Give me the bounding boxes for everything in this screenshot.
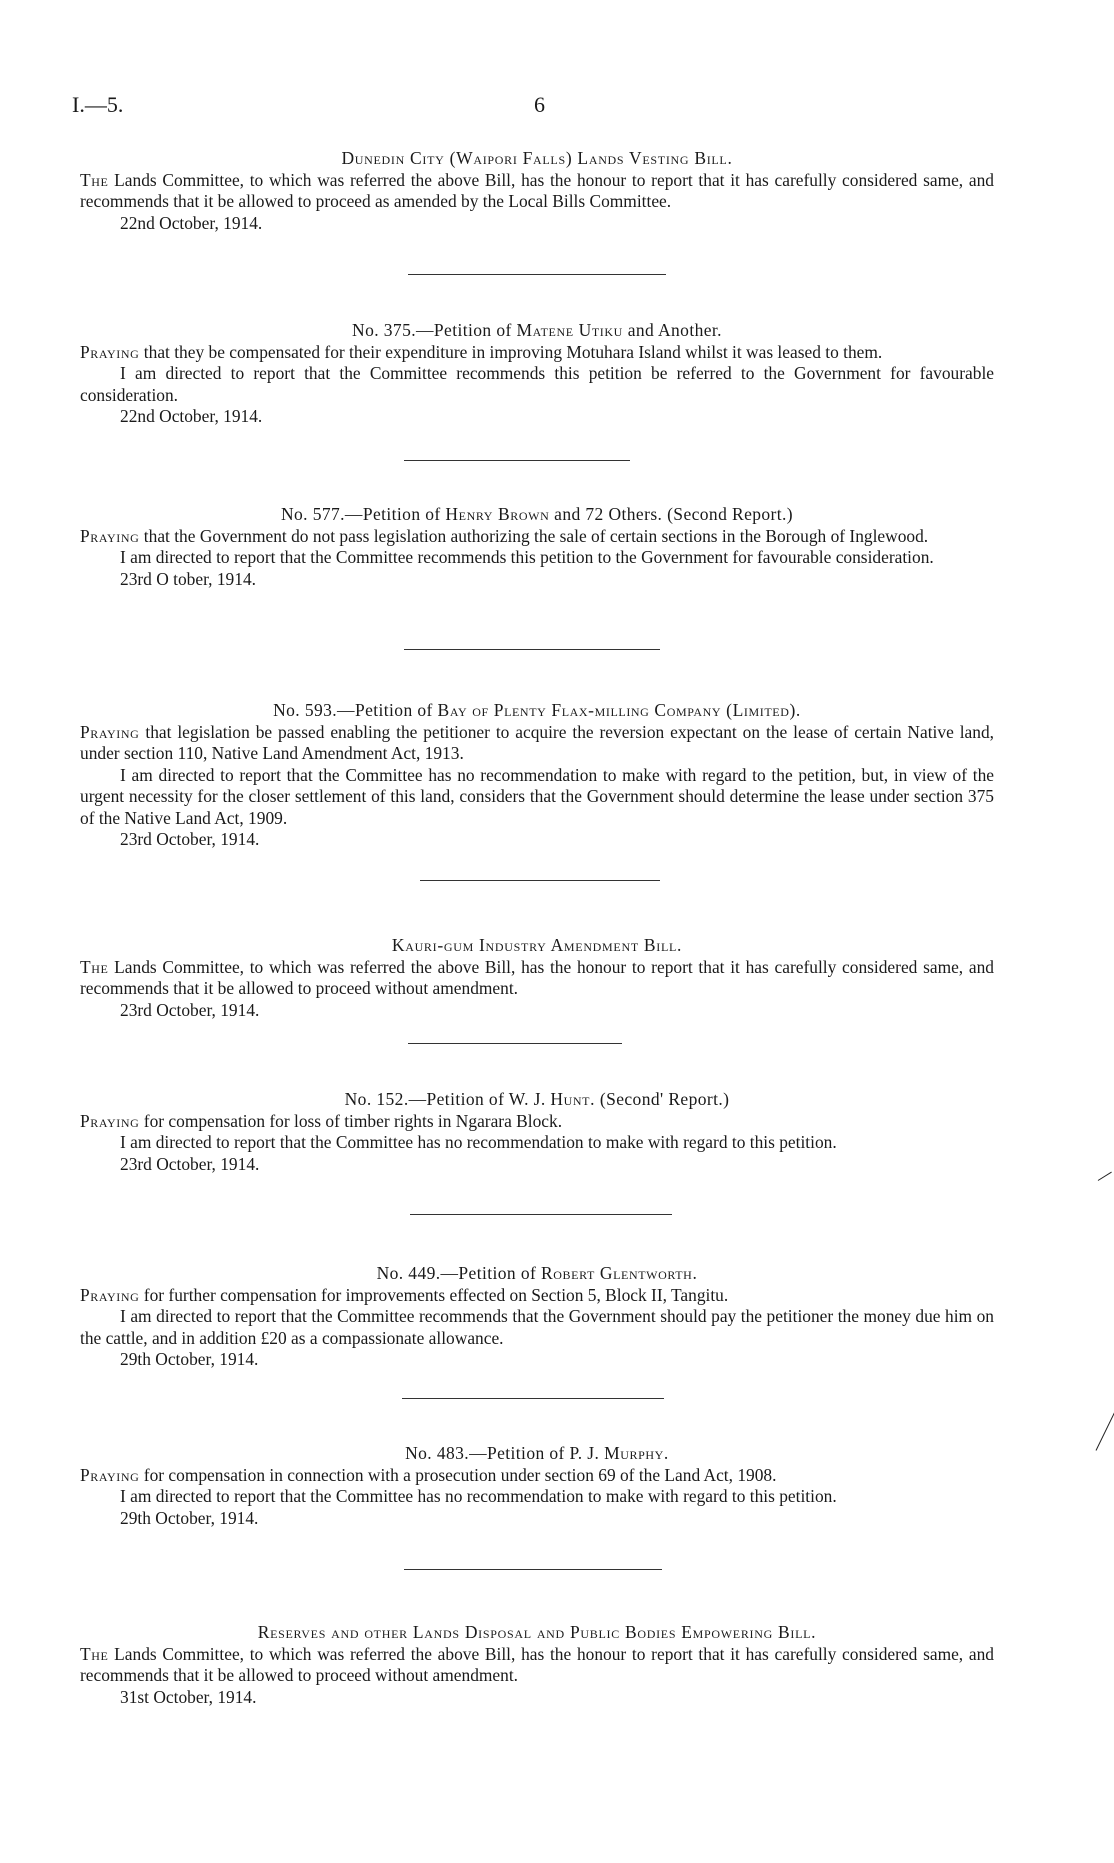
scan-mark	[1096, 1400, 1114, 1451]
section-heading	[80, 1443, 994, 1465]
lead-word: Praying	[80, 1110, 140, 1131]
section-body	[80, 526, 994, 548]
section-heading	[80, 1263, 994, 1285]
section-date: 31st October, 1914.	[120, 1686, 257, 1707]
heading-suffix: and 72 Others. (Second Report.)	[554, 504, 794, 524]
section-divider	[402, 1398, 664, 1399]
section-body	[80, 957, 994, 1000]
committee-report: I am directed to report that the Committee has no recommendation to make with regard to this petition.	[120, 1132, 837, 1152]
lead-word: Praying	[80, 1284, 140, 1305]
section-body	[80, 170, 994, 213]
lead-word: Praying	[80, 1464, 140, 1485]
section-petition-375	[80, 320, 994, 428]
body-text: that legislation be passed enabling the petitioner to acquire the reversion expectant on the lease of certain Native land, under section 110, Native Land Amendment Act, 1913.	[80, 721, 994, 763]
heading-prefix: No. 483.—Petition of P. J.	[405, 1443, 600, 1463]
section-date: 23rd O tober, 1914.	[120, 568, 256, 589]
body-text: Lands Committee, to which was referred the above Bill, has the honour to report that it has carefully considered same, and recommends that it be allowed to proceed as amended by the Local Bills Committee.	[80, 169, 994, 211]
body-text: Lands Committee, to which was referred the above Bill, has the honour to report that it has carefully considered same, and recommends that it be allowed to proceed without amendment.	[80, 1643, 994, 1685]
section-heading	[80, 504, 994, 526]
section-kauri-gum-bill	[80, 935, 994, 1021]
body-text: for compensation in connection with a prosecution under section 69 of the Land Act, 1908.	[143, 1464, 777, 1485]
committee-report: I am directed to report that the Committee has no recommendation to make with regard to this petition.	[120, 1486, 837, 1506]
heading-prefix: No. 375.—Petition of	[352, 320, 512, 340]
section-body	[80, 342, 994, 364]
petitioner-name: Bay of Plenty Flax-milling Company (Limited).	[437, 700, 801, 720]
section-heading	[80, 1089, 994, 1111]
body-text: that the Government do not pass legislation authorizing the sale of certain sections in the Borough of Inglewood.	[143, 525, 929, 546]
section-petition-152	[80, 1089, 994, 1175]
section-divider	[410, 1214, 672, 1215]
heading-prefix: No. 593.—Petition of	[273, 700, 433, 720]
scan-mark	[1098, 1172, 1112, 1181]
section-heading: Dunedin City (Waipori Falls) Lands Vesting Bill.	[341, 148, 733, 168]
section-heading	[80, 700, 994, 722]
heading-suffix: (Second' Report.)	[595, 1089, 730, 1109]
committee-report: I am directed to report that the Committee recommends that the Government should pay the petitioner the money due him on the cattle, and in addition £20 as a compassionate allowance.	[80, 1306, 994, 1348]
section-date: 29th October, 1914.	[120, 1507, 259, 1528]
section-date: 22nd October, 1914.	[120, 406, 263, 426]
section-date: 29th October, 1914.	[120, 1349, 259, 1369]
section-dunedin-city-bill	[80, 148, 994, 234]
body-text: for compensation for loss of timber rights in Ngarara Block.	[143, 1110, 563, 1131]
section-divider	[420, 880, 660, 881]
section-divider	[408, 1043, 622, 1044]
petitioner-name: Murphy.	[604, 1443, 669, 1463]
section-petition-449	[80, 1263, 994, 1371]
petitioner-name: Robert Glentworth.	[541, 1263, 698, 1283]
body-text: for further compensation for improvements effected on Section 5, Block II, Tangitu.	[143, 1284, 729, 1305]
petitioner-name: Hunt.	[550, 1089, 596, 1109]
document-code: I.—5.	[72, 92, 124, 117]
lead-word: Praying	[80, 525, 140, 546]
heading-suffix: and Another.	[627, 320, 722, 340]
section-body	[80, 1465, 994, 1487]
section-heading	[80, 320, 994, 342]
section-heading: Kauri-gum Industry Amendment Bill.	[391, 935, 683, 955]
section-petition-483	[80, 1443, 994, 1529]
section-divider	[404, 1569, 662, 1570]
section-reserves-bill	[80, 1622, 994, 1708]
section-divider	[408, 274, 666, 275]
page-number: 6	[534, 92, 545, 117]
section-petition-593	[80, 700, 994, 851]
body-text: Lands Committee, to which was referred the above Bill, has the honour to report that it has carefully considered same, and recommends that it be allowed to proceed without amendment.	[80, 956, 994, 998]
section-body	[80, 1644, 994, 1687]
petitioner-name: Henry Brown	[445, 504, 550, 524]
heading-prefix: No. 577.—Petition of	[280, 504, 441, 524]
section-heading: Reserves and other Lands Disposal and Public Bodies Empowering Bill.	[257, 1622, 817, 1642]
lead-word: Praying	[80, 721, 140, 742]
page-header	[72, 92, 1072, 122]
committee-report: I am directed to report that the Committee has no recommendation to make with regard to the petition, but, in view of the urgent necessity for the closer settlement of this land, considers that the Government should determine the lease under section 375 of the Native Land Act, 1909.	[80, 764, 994, 828]
body-text: that they be compensated for their expenditure in improving Motuhara Island whilst it was leased to them.	[143, 341, 883, 362]
section-petition-577	[80, 504, 994, 590]
heading-prefix: No. 449.—Petition of	[376, 1263, 537, 1283]
lead-word: The	[80, 956, 109, 977]
committee-report: I am directed to report that the Committee recommends this petition to the Government for favourable consideration.	[120, 547, 934, 567]
heading-prefix: No. 152.—Petition of W. J.	[344, 1089, 546, 1109]
section-divider	[404, 649, 660, 650]
lead-word: The	[80, 1643, 109, 1664]
section-date: 23rd October, 1914.	[120, 1153, 260, 1174]
lead-word: Praying	[80, 341, 140, 362]
section-body	[80, 722, 994, 765]
lead-word: The	[80, 169, 109, 190]
committee-report: I am directed to report that the Committee recommends this petition be referred to the Government for favourable consideration.	[80, 363, 994, 405]
section-date: 23rd October, 1914.	[120, 999, 260, 1020]
section-body	[80, 1111, 994, 1133]
section-date: 23rd October, 1914.	[120, 829, 260, 849]
petitioner-name: Matene Utiku	[516, 320, 623, 340]
section-divider	[404, 460, 630, 461]
section-body	[80, 1285, 994, 1307]
section-date: 22nd October, 1914.	[120, 212, 263, 233]
